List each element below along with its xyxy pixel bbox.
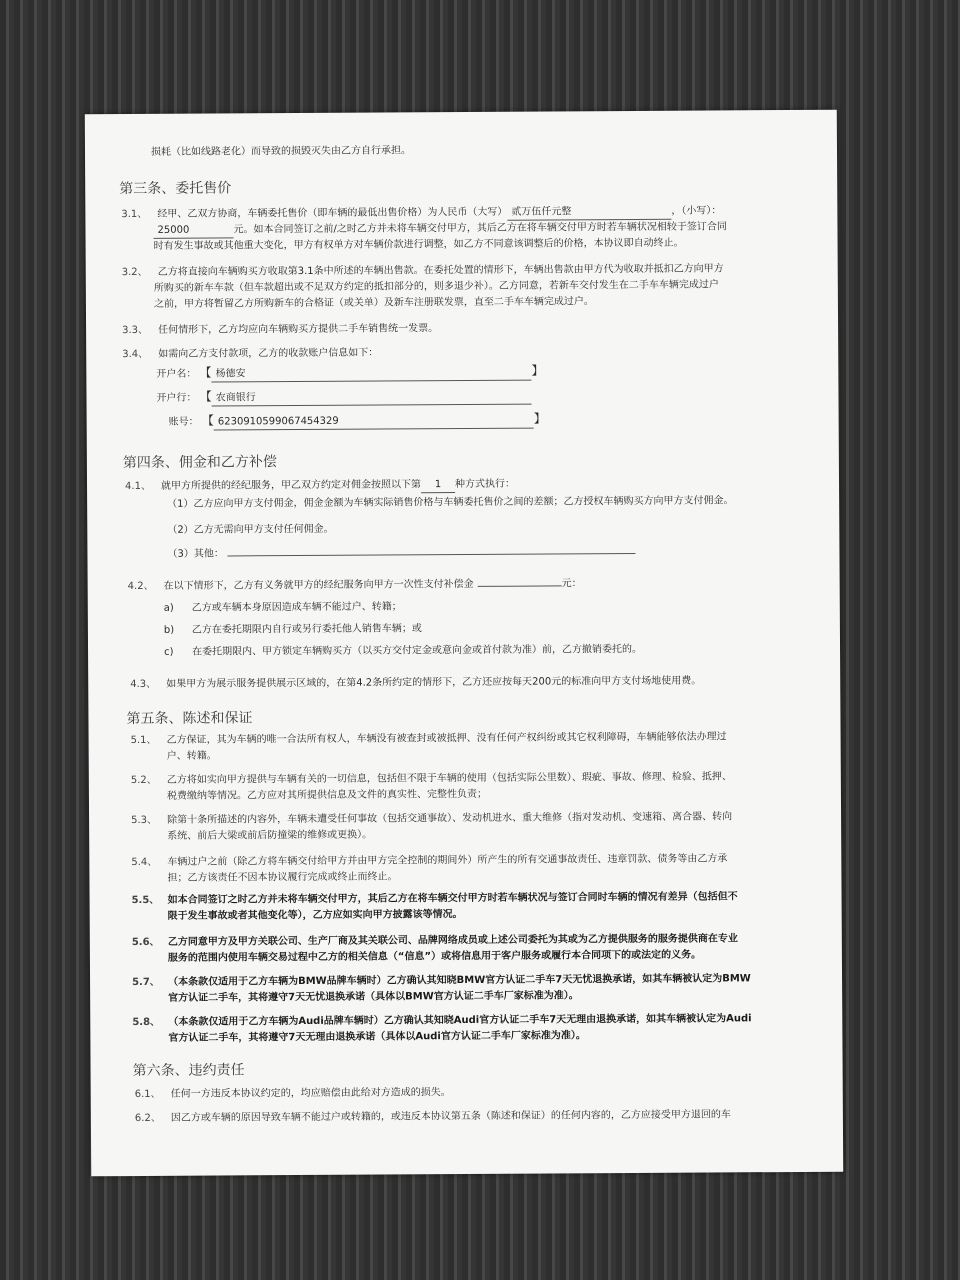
clause-3-1-line-2: 25000 元。如本合同签订之前/之时乙方并未将车辆交付甲方，其后乙方在将车辆交付甲方时若车辆状况相较于签订合同 (153, 220, 726, 239)
clause-6-1: 6.1、 任何一方违反本协议约定的，均应赔偿由此给对方造成的损失。 (134, 1087, 451, 1101)
clause-3-1-line-3: 时有发生事故或其他重大变化，甲方有权单方对车辆价款进行调整，如乙方不同意该调整后的价格，本协议即自动终止。 (153, 237, 684, 252)
section-6-title: 第六条、违约责任 (132, 1062, 245, 1080)
section-3-title: 第三条、委托售价 (119, 180, 232, 198)
clause-5-7-line-1: 5.7、 （本条款仅适用于乙方车辆为BMW品牌车辆时）乙方确认其知晓BMW官方认证二手车7天无忧退换承诺，如其车辆被认定为BMW (132, 973, 751, 989)
clause-5-5-line-2: 限于发生事故或者其他变化等），乙方应如实向甲方披露该等情况。 (167, 909, 463, 922)
amount-upper-field: 贰万伍仟元整 (507, 205, 671, 221)
compensation-field (478, 585, 562, 587)
clause-5-5-line-1: 5.5、 如本合同签订之时乙方并未将车辆交付甲方，其后乙方在将车辆交付甲方时若车辆状况与签订合同时车辆的情况有差异（包括但不 (131, 891, 738, 907)
account-number-row: 账号： 【 6230910599067454329 】 (169, 411, 546, 430)
clause-4-2: 4.2、 在以下情形下，乙方有义务就甲方的经纪服务向甲方一次性支付补偿金 元： (127, 578, 582, 593)
clause-3-2-line-3: 之前，甲方将暂留乙方所购新车的合格证（或关单）及新车注册联发票，直至二手车车辆完成过户。 (153, 296, 594, 310)
commission-option-1: （1）乙方应向甲方支付佣金，佣金金额为车辆实际销售价格与车辆委托售价之间的差额；乙方授权车辆购买方向甲方支付佣金。 (167, 495, 734, 510)
clause-5-8-line-2: 官方认证二手车，其将遵守7天无理由退换承诺（具体以Audi官方认证二手车厂家标准为准）。 (168, 1030, 586, 1044)
clause-4-2-c: c) 在委托期限内、甲方锁定车辆购买方（以买方交付定金或意向金或首付款为准）前，乙方撤销委托的。 (164, 643, 643, 658)
clause-3-2-line-1: 3.2、 乙方将直接向车辆购买方收取第3.1条中所述的车辆出售款。在委托处置的情形下，车辆出售款由甲方代为收取并抵扣乙方向甲方 (121, 263, 724, 279)
clause-5-4-line-2: 担；乙方该责任不因本协议履行完成或终止而终止。 (167, 871, 398, 884)
clause-4-2-b: b) 乙方在委托期限内自行或另行委托他人销售车辆；或 (163, 623, 422, 636)
clause-4-1: 4.1、 就甲方所提供的经纪服务，甲乙双方约定对佣金按照以下第 1 种方式执行： (125, 478, 516, 493)
account-number-field: 6230910599067454329 (214, 414, 534, 431)
clause-5-6-line-2: 服务的范围内使用车辆交易过程中乙方的相关信息（“信息”）或将信息用于客户服务或履行本合同项下的或法定的义务。 (167, 949, 702, 964)
clause-3-4: 3.4、 如需向乙方支付款项，乙方的收款账户信息如下： (122, 347, 379, 361)
clause-4-2-a: a) 乙方或车辆本身原因造成车辆不能过户、转籍； (163, 601, 402, 614)
clause-4-3: 4.3、 如果甲方为展示服务提供展示区域的，在第4.2条所约定的情形下，乙方还应按每天200元的标准向甲方支付场地使用费。 (130, 675, 702, 691)
clause-5-3-line-1: 5.3、 除第十条所描述的内容外，车辆未遭受任何事故（包括交通事故）、发动机进水、重大维修（指对发动机、变速箱、离合器、转向 (131, 811, 733, 827)
clause-3-2-line-2: 所购买的新车车款（但车款超出或不足双方约定的抵扣部分的，则多退少补）。乙方同意，若新车交付发生在二手车车辆完成过户 (153, 279, 719, 294)
clause-5-3-line-2: 系统、前后大梁或前后防撞梁的维修或更换）。 (167, 829, 373, 842)
section-5-title: 第五条、陈述和保证 (126, 710, 253, 728)
clause-3-1-line-1: 3.1、 经甲、乙双方协商，车辆委托售价（即车辆的最低出售价格）为人民币（大写） 贰万伍仟元整 ，（小写）： (121, 205, 722, 221)
clause-5-2-line-2: 税费缴纳等情况。乙方应对其所提供信息及文件的真实性、完整性负责； (166, 788, 487, 802)
clause-5-1-line-2: 户、转籍。 (166, 750, 217, 762)
commission-choice-field: 1 (421, 478, 455, 493)
commission-option-3: （3）其他： (167, 545, 635, 562)
clause-5-7-line-2: 官方认证二手车，其将遵守7天无忧退换承诺（具体以BMW官方认证二手车厂家标准为准）。 (168, 990, 579, 1004)
other-field (228, 553, 636, 556)
section-4-title: 第四条、佣金和乙方补偿 (122, 454, 277, 472)
carryover-line: 损耗（比如线路老化）而导致的损毁灭失由乙方自行承担。 (150, 145, 412, 158)
bank-row: 开户行： 【 农商银行 (156, 388, 531, 407)
clause-5-2-line-1: 5.2、 乙方将如实向甲方提供与车辆有关的一切信息，包括但不限于车辆的使用（包括实际公里数）、瑕疵、事故、修理、检验、抵押、 (130, 771, 732, 787)
account-holder-field: 杨德安 (212, 366, 532, 383)
bank-field: 农商银行 (212, 390, 532, 407)
clause-6-2: 6.2、 因乙方或车辆的原因导致车辆不能过户或转籍的，或违反本协议第五条（陈述和保证）的任何内容的，乙方应接受甲方退回的车 (134, 1109, 731, 1125)
commission-option-2: （2）乙方无需向甲方支付任何佣金。 (167, 523, 334, 536)
clause-5-4-line-1: 5.4、 车辆过户之前（除乙方将车辆交付给甲方并由甲方完全控制的期间外）所产生的所有交通事故责任、违章罚款、债务等由乙方承 (131, 853, 728, 869)
account-holder-row: 开户名： 【 杨德安 】 (156, 364, 543, 383)
clause-5-6-line-1: 5.6、 乙方同意甲方及甲方关联公司、生产厂商及其关联公司、品牌网络成员或上述公司委托为其或为乙方提供服务的服务提供商在专业 (131, 933, 738, 949)
contract-page (85, 110, 843, 1177)
clause-5-8-line-1: 5.8、 （本条款仅适用于乙方车辆为Audi品牌车辆时）乙方确认其知晓Audi官方认证二手车7天无理由退换承诺，如其车辆被认定为Audi (132, 1013, 752, 1029)
clause-5-1-line-1: 5.1、 乙方保证，其为车辆的唯一合法所有权人，车辆没有被查封或被抵押、没有任何产权纠纷或其它权利障碍，车辆能够依法办理过 (130, 731, 727, 747)
clause-3-3: 3.3、 任何情形下，乙方均应向车辆购买方提供二手车销售统一发票。 (122, 323, 439, 337)
amount-lower-field: 25000 (153, 223, 233, 238)
